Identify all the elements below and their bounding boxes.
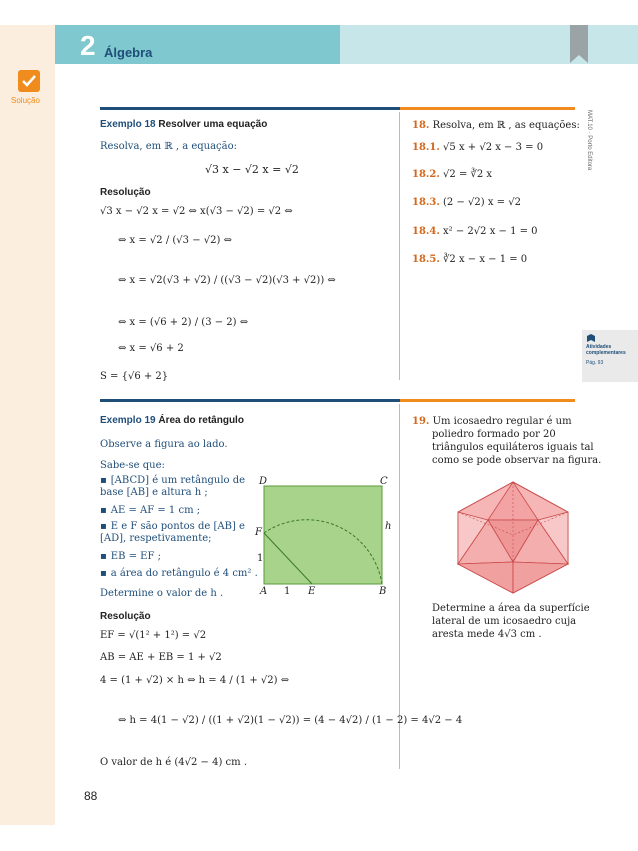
check-icon[interactable]	[18, 70, 40, 92]
solution-step: ⇔ x = (√6 + 2) / (3 − 2) ⇔	[118, 317, 249, 328]
example-18-number: Exemplo 18	[100, 119, 156, 130]
rectangle-abcd	[264, 486, 382, 584]
task-item-number: 18.2.	[412, 169, 440, 180]
book-icon	[586, 334, 596, 342]
label-f: F	[255, 527, 262, 538]
label-b: B	[379, 586, 387, 597]
example-19-number: Exemplo 19	[100, 415, 156, 426]
resolution-heading: Resolução	[100, 611, 151, 622]
bullet-item: ▪ AE = AF = 1 cm ;	[100, 505, 200, 517]
task-question: lateral de um icosaedro cuja	[432, 616, 577, 627]
solution-step: EF = √(1² + 1²) = √2	[100, 630, 207, 641]
task-number: 19.	[412, 416, 430, 427]
label-one: 1	[257, 553, 264, 564]
task-item-text: (2 − √2) x = √2	[443, 197, 521, 208]
task-item	[412, 169, 492, 181]
task-number: 18.	[412, 120, 430, 131]
task-text: Resolva, em ℝ , as equações:	[432, 120, 580, 131]
task-text: Um icosaedro regular é um	[432, 416, 572, 427]
task-item-text: √2 = ∛2 x	[443, 169, 493, 180]
solution-step: √3 x − √2 x = √2 ⇔ x(√3 − √2) = √2 ⇔	[100, 206, 293, 217]
section-rule	[100, 107, 400, 110]
task-item-number: 18.3.	[412, 197, 440, 208]
chapter-title: Álgebra	[104, 45, 153, 60]
solution-label[interactable]: Solução	[11, 96, 40, 105]
bullet-item: ▪ EB = EF ;	[100, 551, 161, 563]
section-rule	[400, 399, 575, 402]
solution-step: AB = AE + EB = 1 + √2	[100, 652, 222, 663]
label-one: 1	[284, 586, 291, 597]
task-item	[412, 142, 543, 154]
section-rule	[100, 399, 400, 402]
example-18-title: Resolver uma equação	[158, 119, 268, 130]
copyright: MAT.10 · Porto Editora	[586, 110, 592, 171]
paragraph: Sabe-se que:	[100, 460, 165, 471]
left-margin	[0, 25, 55, 825]
side-page: Pág. 93	[586, 360, 604, 366]
section-rule	[400, 107, 575, 110]
example-18-intro: Resolva, em ℝ , a equação:	[100, 141, 238, 152]
side-label: complementares	[586, 350, 626, 356]
label-h: h	[385, 521, 392, 532]
bullet-item: ▪ E e F são pontos de [AB] e [AD], respetivamente;	[100, 521, 260, 545]
task-item	[412, 197, 521, 209]
label-c: C	[380, 476, 388, 487]
icosahedron-figure	[448, 480, 578, 595]
task-item	[412, 254, 527, 266]
chapter-number: 2	[80, 30, 96, 61]
solution-step: ⇔ x = √6 + 2	[118, 343, 184, 354]
rectangle-figure	[250, 470, 400, 600]
example-19-heading	[100, 415, 244, 427]
task-19	[412, 416, 572, 428]
side-label: Atividades	[586, 344, 612, 350]
bookmark-icon[interactable]	[570, 25, 588, 63]
solution-step: ⇔ x = √2 / (√3 − √2) ⇔	[118, 235, 232, 246]
bullet-item: ▪ a área do retângulo é 4 cm² .	[100, 568, 258, 580]
task-item-number: 18.4.	[412, 226, 440, 237]
column-divider	[399, 112, 400, 380]
label-e: E	[308, 586, 316, 597]
task-item	[412, 226, 538, 238]
task-item-number: 18.5.	[412, 254, 440, 265]
paragraph: Observe a figura ao lado.	[100, 439, 228, 450]
task-item-number: 18.1.	[412, 142, 440, 153]
label-d: D	[259, 476, 268, 487]
task-item-text: ∛2 x − x − 1 = 0	[443, 254, 528, 265]
final-answer: O valor de h é (4√2 − 4) cm .	[100, 757, 247, 768]
header-chapter-band	[55, 25, 340, 64]
solution-step: ⇔ x = √2(√3 + √2) / ((√3 − √2)(√3 + √2)) ⇔	[118, 275, 336, 286]
label-a: A	[260, 586, 268, 597]
task-18-heading	[412, 120, 580, 132]
bullet-item: ▪ [ABCD] é um retângulo de base [AB] e altura h ;	[100, 475, 260, 499]
paragraph: Determine o valor de h .	[100, 588, 224, 599]
solution-step: 4 = (1 + √2) × h ⇔ h = 4 / (1 + √2) ⇔	[100, 675, 290, 686]
page-number: 88	[84, 789, 98, 803]
task-item-text: √5 x + √2 x − 3 = 0	[443, 142, 544, 153]
example-18-equation: √3 x − √2 x = √2	[205, 163, 299, 176]
task-text: poliedro formado por 20	[432, 429, 556, 440]
solution-step: ⇔ h = 4(1 − √2) / ((1 + √2)(1 − √2)) = (4 − 4√2) / (1 − 2) = 4√2 − 4	[118, 715, 463, 726]
solution-set: S = {√6 + 2}	[100, 371, 169, 382]
task-question: aresta mede 4√3 cm .	[432, 629, 542, 640]
task-text: como se pode observar na figura.	[432, 455, 602, 466]
example-19-title: Área do retângulo	[158, 415, 244, 426]
task-item-text: x² − 2√2 x − 1 = 0	[443, 226, 538, 237]
example-18-heading	[100, 119, 267, 131]
complementary-activities-tag[interactable]	[582, 330, 638, 382]
task-text: triângulos equiláteros iguais tal	[432, 442, 594, 453]
task-question: Determine a área da superfície	[432, 603, 590, 614]
resolution-heading: Resolução	[100, 187, 151, 198]
